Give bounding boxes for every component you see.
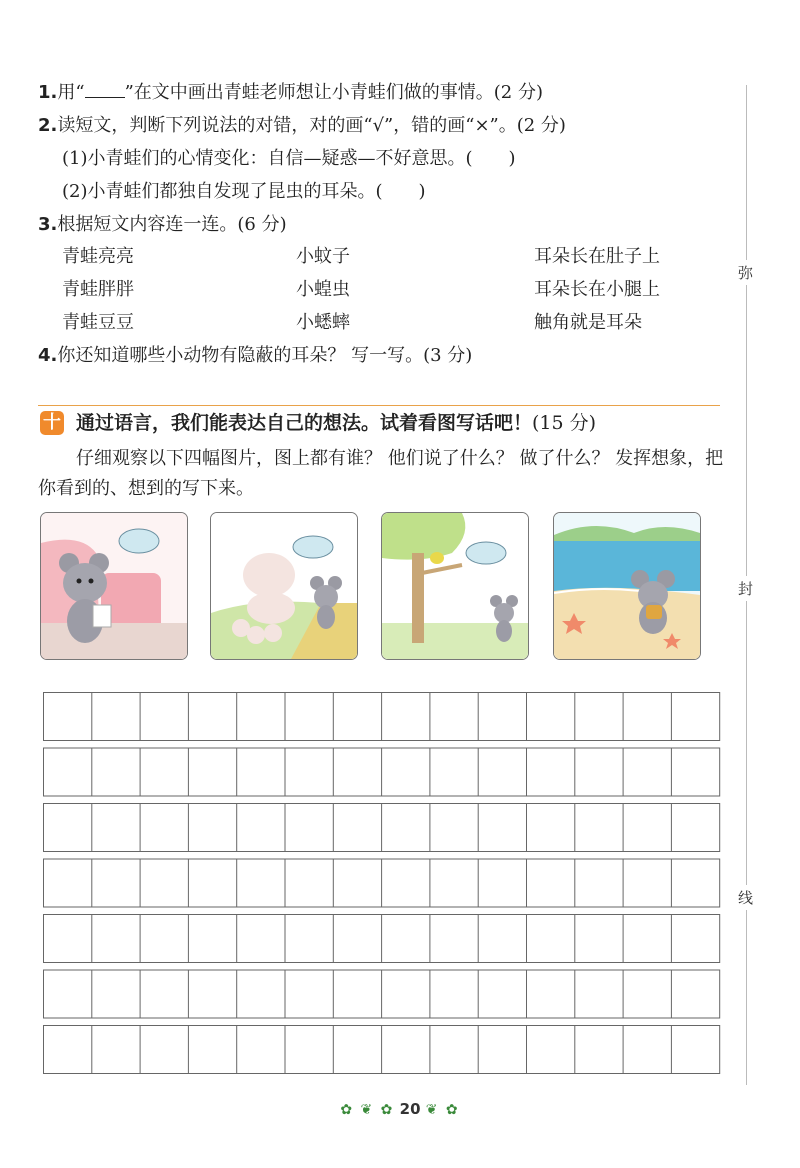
grid-row[interactable] [44,693,720,741]
side-char-2: 封 [738,576,753,601]
q2-number: 2. [38,115,58,136]
page-number: 20 [399,1100,421,1118]
grid-row[interactable] [44,1026,720,1074]
leaf-decoration-left: ✿ ❦ ✿ [340,1102,395,1118]
q2-sub2: (2)小青蛙们都独自发现了昆虫的耳朵。( ) [62,181,426,202]
question-4 [38,345,472,367]
q1-number: 1. [38,82,58,103]
side-char-1: 弥 [738,260,753,285]
grid-row[interactable] [44,748,720,796]
q1-text-pre: 用“ [57,82,85,103]
question-1 [38,82,543,104]
question-2 [38,115,566,137]
section-title-text: 通过语言，我们能表达自己的想法。试着看图写话吧！ [76,412,533,434]
grid-row[interactable] [44,859,720,907]
section-badge: 十 [40,411,64,435]
match-mid-1: 小蚊子 [296,246,350,267]
writing-grid[interactable] [43,692,721,1074]
q4-text: 你还知道哪些小动物有隐蔽的耳朵？ 写一写。(3 分) [57,345,473,366]
grid-row[interactable] [44,970,720,1018]
writing-prompt: 仔细观察以下四幅图片，图上都有谁？ 他们说了什么？ 做了什么？ 发挥想象，把你看到的、想到的写下来。 [38,448,724,499]
match-mid-2: 小蝗虫 [296,279,350,300]
q2-sub1: (1)小青蛙们的心情变化：自信—疑惑—不好意思。( ) [62,148,516,169]
side-char-3: 线 [738,885,753,910]
q1-blank-line [85,83,125,98]
match-right-2: 耳朵长在小腿上 [534,279,660,300]
section-divider [38,405,720,406]
match-right-1: 耳朵长在肚子上 [534,246,660,267]
match-mid-3: 小蟋蟀 [296,312,350,333]
leaf-decoration-right: ❦ ✿ [425,1102,460,1118]
picture-1 [40,512,188,660]
match-left-1: 青蛙亮亮 [62,246,134,267]
grid-row[interactable] [44,804,720,852]
match-left-2: 青蛙胖胖 [62,279,134,300]
q3-number: 3. [38,214,58,235]
page-footer [0,1100,800,1118]
picture-3 [381,512,529,660]
q4-number: 4. [38,345,58,366]
question-3 [38,214,287,236]
match-left-3: 青蛙豆豆 [62,312,134,333]
section-title [76,412,596,434]
picture-4 [553,512,701,660]
q3-text: 根据短文内容连一连。(6 分) [57,214,287,235]
section-points: (15 分) [532,412,597,434]
q1-text-post: ”在文中画出青蛙老师想让小青蛙们做的事情。(2 分) [124,82,543,103]
grid-row[interactable] [44,915,720,963]
picture-2 [210,512,358,660]
match-right-3: 触角就是耳朵 [534,312,642,333]
q2-text: 读短文，判断下列说法的对错，对的画“√”，错的画“×”。(2 分) [57,115,566,136]
